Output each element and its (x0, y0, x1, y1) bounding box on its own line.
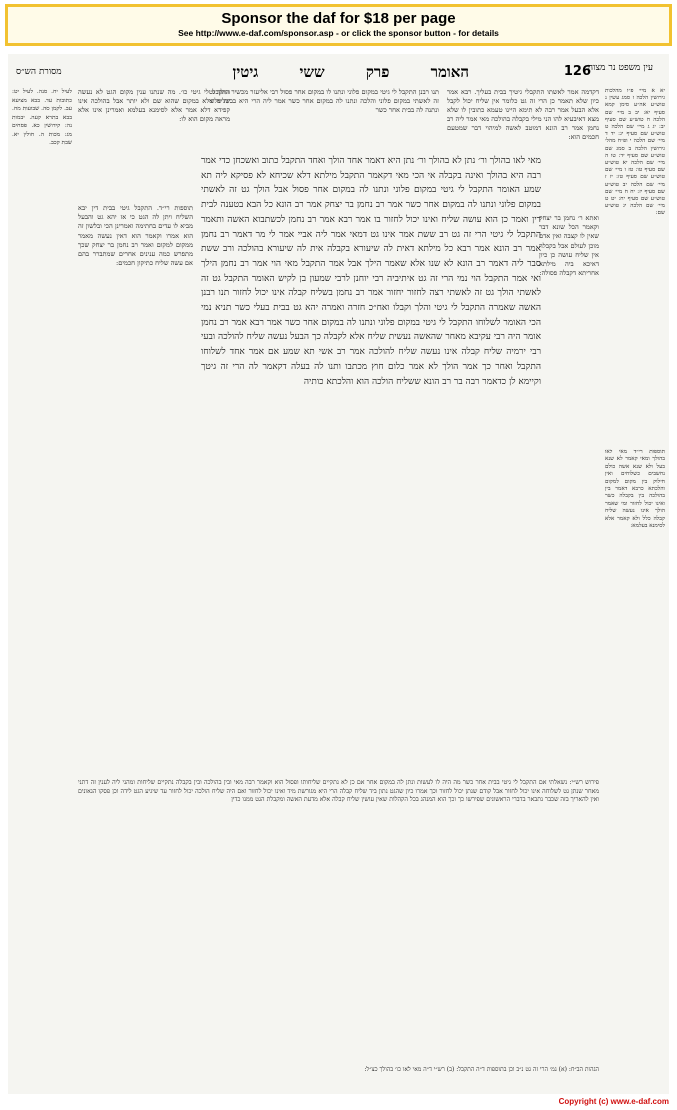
rashi-top-text: דקדמה אמר לאשתו התקבלי גיטיך בבית בעליך. רבא אמר כיון שלא תאמר כן הרי זה גט כלומר אין שליח יכול לקבל אלא הבעל אמר רבה לא תימא היינו טעמא כתובין לו שלא מצא דאיבעיא להו הני מילי בקבלה בהולכה מאי אמר ליה רב נחמן אמר רב הונא דמוטב לאשה למיהוי דבר שמטעם חכמים הוא: (447, 88, 599, 141)
gemara-top-text: תנו רבנן התקבל לי גיטי במקום פלוני ונתנו לו במקום אחר פסול רבי אליעזר מכשיר הולך גט זה לאשתי במקום פלוני והלכה ונתנו לה במקום אחר כשר אמר ליה הרי היא בבית פלוני ונתנה לה בבית אחר כשר (209, 88, 439, 114)
tosafot-side-column (78, 204, 193, 764)
rashi-side-text: ואתא ר׳ נחמן בר יצחק וקאמר הכל שונא דבר שאין לו קצבה ואין אדם מוכן לעולם אבל בקבלה אין שליח עושה כן כיון דאיכא ביה מילתא אחריתא דקבלה פסולה: (539, 214, 599, 278)
sponsor-banner[interactable] (5, 4, 672, 46)
header-masoret-label: מסורת הש״ס (16, 67, 62, 77)
page-header (8, 62, 669, 82)
gemara-main-column (201, 154, 541, 714)
gemara-main-text: מאי לאו בהולך ור׳ נתן לא בהולך ור׳ נתן היא דאמר אחד הולך ואחד התקבל כתוב ואשכחן כדי אמר רבה היא בהולך ואינה בקבלה אי הכי מאי דקאמר התקבל מילתא דלא שכיחא לא פסיקא ליה תא שמע האומר התקבל לי גיטי במקום פלוני ונתנו לה במקום אחר פסול אבל הולך גט זה לאשתי במקום פלוני ונתנו לה במקום אחר כשר אמר רב נחמן בר יצחק אמר רב הונא כל הבא בטענה לבית דין ואמר כן הוא עושה שליח ואינו יכול לחזור בו אמר רבא אמר רב נחמן לכשתבוא האשה ותאמר התקבל לי גיטי הרי זה גט רב ששת אמר אינו גט דמאי אמר ליה אביי אמר לי מר דאמר רב נחמן אמר רב הונא אמר רבא כל מילתא דאית לה שיעורא בקבלה אית לה שיעורא בהולכה ורב ששת סבר ליה דאמר רב הונא לא שנו אלא שאמר הילך אבל אמר התקבל מאי הוי אמר רב נחמן הילך ואי אמר התקבל הוי נמי הרי זה גט איתיביה רבי יוחנן לרבי שמעון בן לקיש האומר התקבל גט זה לאשתי הולך גט זה לאשתי רצה לחזור יחזור אמר רב נחמן בשליח קבלה אינו יכול לחזור תנו רבנן האשה שאמרה התקבל לי גיטי והלך וקבלו ואח״כ חזרה ואמרה יהא גט בבית בעלי כשר תניא נמי הכי האומר לשלוחו התקבל לי גיטי במקום פלוני ונתנו לה במקום אחר כשר אמר רבא אמר רב נחמן אומר היה רבי עקיבא מאחר שהאשה נעשית שליח אלא לקבלה כך הבעל נעשה שליח להולכה ובעי רבי ירמיה שליח קבלה אינו נעשה שליח להולכה אמר רב אשי תא שמע אם אמר אחד לשלוחו התקבל ואחר כך אמר הולך לא אמר כלום חוץ מכתבו ותנו לה בעלה דקאמר לה הרי זה גיטך וקיימא לן כדאמר רבה בר רב הונא ששליח הולכה הוא והלכתא כותיה (201, 156, 541, 387)
page-number: 126 (563, 64, 591, 79)
copyright-notice: Copyright (c) www.e-daf.com (558, 1097, 669, 1106)
header-ein-mishpat-label: עין משפט נר מצוה (587, 63, 653, 73)
ein-mishpat-text: יא א מיי׳ פ״ו מהלכות גירושין הלכה ז סמג עשין נ טוש״ע אה״ע סימן קמא סעיף יא: יב ב מיי׳ שם הלכה ח טוש״ע שם סעיף יב: יג ג מיי׳ שם הלכה ט טוש״ע שם סעיף יג: יד ד מיי׳ שם הלכה י ופ״ח מהל׳ גירושין הלכה ב סמג שם טוש״ע שם סעיף יד: טו ה מיי׳ שם הלכה יא טוש״ע שם סעיף טו: טז ו מיי׳ שם טוש״ע שם סעיף טז: יז ז מיי׳ שם הלכה יב טוש״ע שם סעיף יז: יח ח מיי׳ שם טוש״ע שם סעיף יח: יט ט מיי׳ שם הלכה יג טוש״ע שם: (605, 88, 665, 217)
tosafot-rid-column (605, 449, 665, 1009)
sponsor-banner-title: Sponsor the daf for $18 per page (221, 10, 456, 27)
ein-mishpat-column (605, 88, 665, 444)
gemara-top-column (209, 88, 439, 150)
bottom-commentary-text: פירוש רש״י: נשאלתי אם התקבל לי גיטי בבית אחר כשר מה היה לו לעשות ונתן לה במקום אחר אם כן לא נתקיים שליחותו ופסול הוא וקאמר רבה מאי ובין בהולכה ובין בקבלה נתקיים שליחות ומהני ליה לענין זה דתני מאחר שנתן גט לשלוחה אינו יכול לחזור אבל קודם שנתן יכול לחזור וכך אמרו כיון שהגט נתון ביד שליח קבלה הרי היא מגורשת מיד ואינו יכול לחזור ואם היה שליח הולכה יכול לחזור עד שיגיע הגט לידה וכן פסקו הגאונים ואין להאריך בזה שכבר נתבאר בדברי הראשונים שפירשו כך וכך הוא המנהג בכל הקהלות שאין עושין שליח קבלה אלא מדעת האשה ומקבלת הגט ממנו כדין (78, 779, 599, 804)
tosafot-rid-text: תוספות רי״ד מאי לאו בהולך ומאי קאמר לא שנא בעל ולא שנא אשה כולם נחשבים כשלוחים ואין חילוק בין מקום למקום והלכתא כרבא דאמר בין בהולכה בין בקבלה כשר ואינו יכול לחזור ומי שאמר הולך אינו נעשה שליח קבלה כלל ולא קאמר אלא לסימנא בעלמא: (605, 449, 665, 530)
rashi-side-column (539, 214, 599, 774)
footnote-text: הגהות הב״ח: (א) גמ׳ הרי זה גט נ״ב וכן בתוספות ד״ה התקבל: (ב) רש״י ד״ה מאי לאו כו׳ בהולך כצ״ל: (364, 1066, 599, 1073)
bottom-commentary (78, 779, 599, 1061)
masoret-hashas-text: לעיל יח. סנה. לעיל יט: כתובות עד. בבא מציעא עב. לקמן סה. שבועות מח. בבא בתרא קעה. יבמות נה: קידושין כא. פסחים מג: מכות ה. חולין יא. שבת קכב. (12, 89, 72, 146)
masoret-hashas-column (12, 88, 72, 1028)
tosafot-side-text: תוספות רי״ד. התקבל גיטי בבית דין יבא השליח ויתן לה הגט כי אז יהא גט והבעל מביא לו עדים בחתימה ואמרינן הכי ובלשון זה הוא אמרו וקאמר הוא דאין נעשה מאמר ממקום למקום ואמר רב נחמן בר יצחק שכך מתפרש כמה ענינים אחרים שמתברר בהם אם עשה שליח כתיקון חכמים: (78, 204, 193, 268)
page-title: האומר פרק ששי גיטין (232, 63, 469, 81)
footnote-line (78, 1066, 599, 1088)
talmud-page (8, 54, 669, 1094)
tosafot-top-text: התקבל לי גיטי כו׳. מה שנתנו ענין מקום הגט לא נעשה שליח אלא במקום שהוא שם ולא יותר אבל בהולכה אינו קפידא דלא אמר אלא לסימנא בעלמא ואמרינן אינו אלא מראה מקום הוא לו: (78, 88, 230, 123)
sponsor-banner-subtitle[interactable]: See http://www.e-daf.com/sponsor.asp - or click the sponsor button - for details (178, 28, 499, 38)
